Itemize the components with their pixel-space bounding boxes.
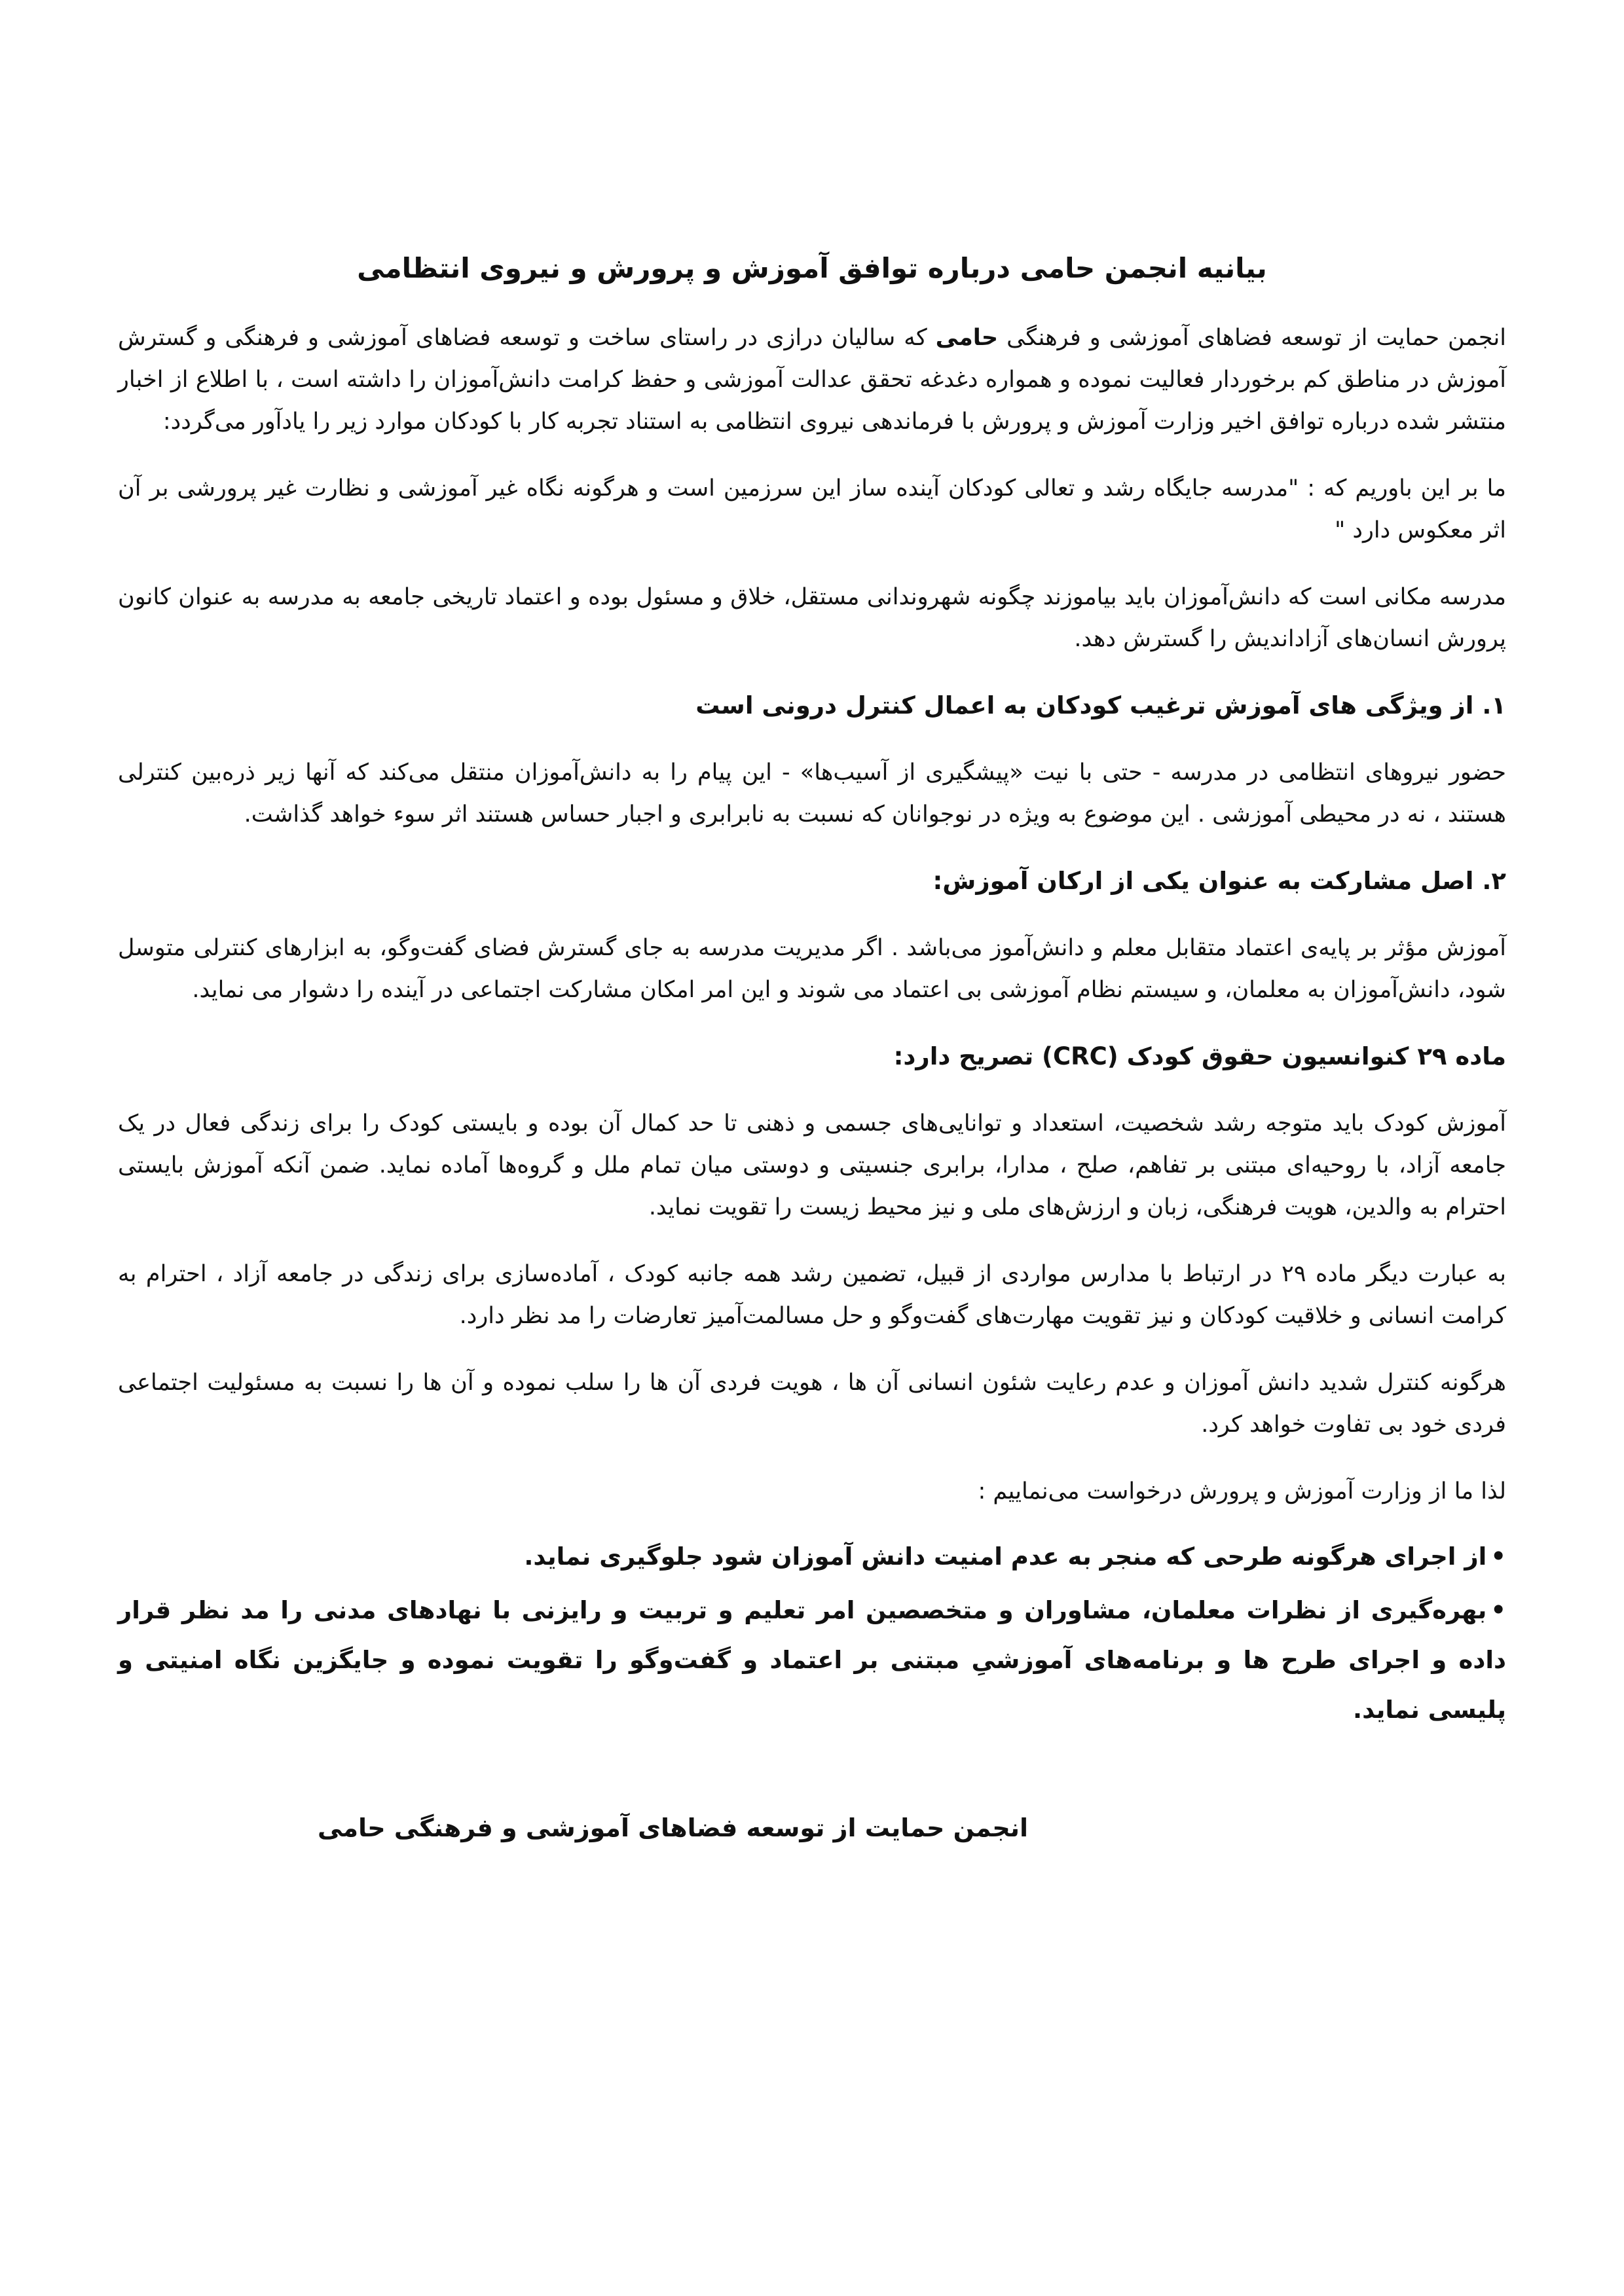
section-2-text: آموزش مؤثر بر پایه‌ی اعتماد متقابل معلم و دانش‌آموز می‌باشد . اگر مدیریت مدرسه به جای گسترش فضای گفت‌وگو، به ابزارهای کنترلی متوسل شود، دانش‌آموزان به معلمان، و سیستم نظام آموزشی بی اعتماد می شوند و این امر امکان مشارکت اجتماعی در آینده را دشوار می نماید. — [118, 935, 1506, 1003]
bullet-icon: • — [1490, 1596, 1506, 1624]
section-2-heading: ۲. اصل مشارکت به عنوان یکی از ارکان آموزش: — [932, 867, 1506, 895]
request-item-1-text: از اجرای هرگونه طرحی که منجر به عدم امنیت دانش آموزان شود جلوگیری نماید. — [524, 1542, 1487, 1571]
organization-name: حامی — [935, 325, 999, 351]
bullet-icon: • — [1490, 1542, 1506, 1571]
section-3-text: آموزش کودک باید متوجه رشد شخصیت، استعداد و توانایی‌های جسمی و ذهنی تا حد کمال آن بوده و بایستی کودک را برای زندگی فعال در یک جامعه آزاد، با روحیه‌ای مبتنی بر تفاهم، صلح ، مدارا، برابری جنسیتی و دوستی میان تمام ملل و گروه‌ها آماده نماید. ضمن آنکه آموزش بایستی احترام به والدین، هویت فرهنگی، زبان و ارزش‌های ملی و نیز محیط زیست را تقویت نماید. — [118, 1110, 1506, 1220]
belief-paragraph: ما بر این باوریم که : "مدرسه جایگاه رشد و تعالی کودکان آینده ساز این سرزمین است و هرگونه نگاه غیر آموزشی و نظارت غیر پرورشی بر آن اثر معکوس دارد " — [118, 475, 1506, 543]
school-paragraph: مدرسه مکانی است که دانش‌آموزان باید بیاموزند چگونه شهروندانی مستقل، خلاق و مسئول بوده و اعتماد تاریخی جامعه به مدرسه به عنوان کانون پرورش انسان‌های آزاداندیش را گسترش دهد. — [118, 584, 1506, 652]
request-intro: لذا ما از وزارت آموزش و پرورش درخواست می‌نماییم : — [978, 1478, 1506, 1504]
document-body — [118, 247, 1506, 1849]
intro-text-end: که سالیان درازی در راستای ساخت و توسعه فضاهای آموزشی و فرهنگی و گسترش آموزش در مناطق کم برخوردار فعالیت نموده و همواره دغدغه تحقق عدالت آموزشی و حفظ کرامت دانش‌آموزان را داشته است ، با اطلاع از اخبار منتشر شده درباره توافق اخیر وزارت آموزش و پرورش با فرماندهی نیروی انتظامی به استناد تجربه کار با کودکان موارد زیر را یادآور می‌گردد: — [118, 325, 1506, 435]
request-item-2-text: بهره‌گیری از نظرات معلمان، مشاوران و متخصصین امر تعلیم و تربیت و رایزنی با نهادهای مدنی را مد نظر قرار داده و اجرای طرح ها و برنامه‌های آموزشیِ مبتنی بر اعتماد و گفت‌وگو را تقویت نموده و جایگزین نگاه امنیتی و پلیسی نماید. — [118, 1596, 1506, 1724]
other-words-paragraph: به عبارت دیگر ماده ۲۹ در ارتباط با مدارس مواردی از قبیل، تضمین رشد همه جانبه کودک ، آماده‌سازی برای زندگی در جامعه آزاد ، احترام به کرامت انسانی و خلاقیت کودکان و نیز تقویت مهارت‌های گفت‌وگو و حل مسالمت‌آمیز تعارضات را مد نظر دارد. — [118, 1261, 1506, 1329]
section-1-heading: ۱. از ویژگی های آموزش ترغیب کودکان به اعمال کنترل درونی است — [695, 691, 1506, 720]
intro-text-start: انجمن حمایت از توسعه فضاهای آموزشی و فرهنگی — [998, 325, 1506, 351]
intro-paragraph — [118, 317, 1506, 443]
control-paragraph: هرگونه کنترل شدید دانش آموزان و عدم رعایت شئون انسانی آن ها ، هویت فردی آن ها را سلب نموده و آن ها را نسبت به مسئولیت اجتماعی فردی خود بی تفاوت خواهد کرد. — [118, 1370, 1506, 1438]
section-1-text: حضور نیروهای انتظامی در مدرسه - حتی با نیت «پیشگیری از آسیب‌ها» - این پیام را به دانش‌آموزان منتقل می‌کند که آنها زیر ذره‌بین کنترلی هستند ، نه در محیطی آموزشی . این موضوع به ویژه در نوجوانان که نسبت به نابرابری و اجبار حساس هستند اثر سوء خواهد گذاشت. — [118, 759, 1506, 828]
document-title: بیانیه انجمن حامی درباره توافق آموزش و پرورش و نیروی انتظامی — [357, 252, 1267, 284]
request-item-1 — [118, 1532, 1506, 1582]
request-item-2 — [118, 1586, 1506, 1735]
signature: انجمن حمایت از توسعه فضاهای آموزشی و فرهنگی حامی — [318, 1813, 1028, 1842]
section-3-heading: ماده ۲۹ کنوانسیون حقوق کودک (CRC) تصریح دارد: — [893, 1042, 1506, 1070]
